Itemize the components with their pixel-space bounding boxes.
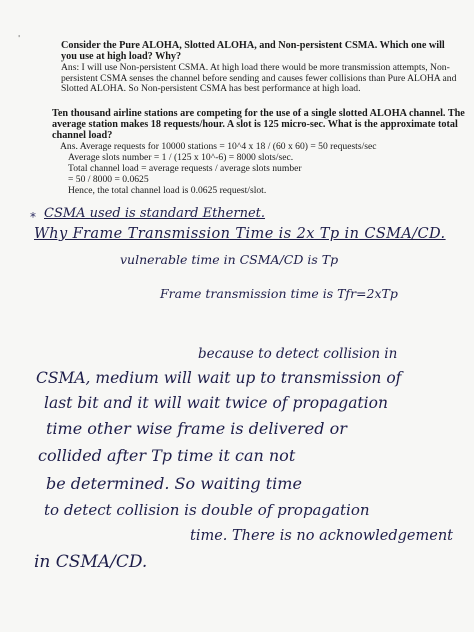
note-para-line-9: in CSMA/CD. [34, 552, 148, 572]
margin-tick: ' [18, 34, 21, 43]
note-line-4: Frame transmission time is Tfr=2xTp [160, 286, 398, 301]
answer-2-line-3: Total channel load = average requests / average slots number [68, 163, 302, 174]
note-para-line-3: last bit and it will wait twice of propagation [44, 394, 388, 412]
note-para-line-5: collided after Tp time it can not [38, 446, 296, 465]
answer-2-line-2: Average slots number = 1 / (125 x 10^-6) = 8000 slots/sec. [68, 152, 294, 163]
answer-2-line-5: Hence, the total channel load is 0.0625 request/slot. [68, 185, 267, 196]
question-2: Ten thousand airline stations are competing for the use of a single slotted ALOHA channel. The average station makes 18 requests/hour. A slot is 125 micro-sec. What is the approximate total channel load? [52, 108, 465, 141]
answer-1: Ans: I will use Non-persistent CSMA. At high load there would be more transmission attempts, Non-persistent CSMA senses the channel before sending and causes fewer collisions than Pure ALOHA and Slotted ALOHA. So Non-persistent CSMA has best performance at high load. [61, 62, 457, 95]
question-1: Consider the Pure ALOHA, Slotted ALOHA, and Non-persistent CSMA. Which one will you use at high load? Why? [61, 40, 445, 62]
answer-2-line-1: Ans. Average requests for 10000 stations = 10^4 x 18 / (60 x 60) = 50 requests/sec [60, 141, 377, 152]
note-para-line-6: be determined. So waiting time [46, 474, 302, 493]
note-line-1: CSMA used is standard Ethernet. [44, 206, 266, 221]
note-para-line-8: time. There is no acknowledgement [190, 528, 453, 544]
star-mark: * [30, 210, 36, 224]
note-para-line-4: time other wise frame is delivered or [46, 419, 347, 438]
note-para-line-7: to detect collision is double of propagation [44, 501, 370, 519]
note-para-line-1: because to detect collision in [198, 346, 398, 362]
note-para-line-2: CSMA, medium will wait up to transmission of [36, 369, 402, 387]
note-line-3: vulnerable time in CSMA/CD is Tp [120, 252, 339, 267]
note-line-2: Why Frame Transmission Time is 2x Tp in CSMA/CD. [34, 226, 446, 242]
answer-2-line-4: = 50 / 8000 = 0.0625 [68, 174, 149, 185]
